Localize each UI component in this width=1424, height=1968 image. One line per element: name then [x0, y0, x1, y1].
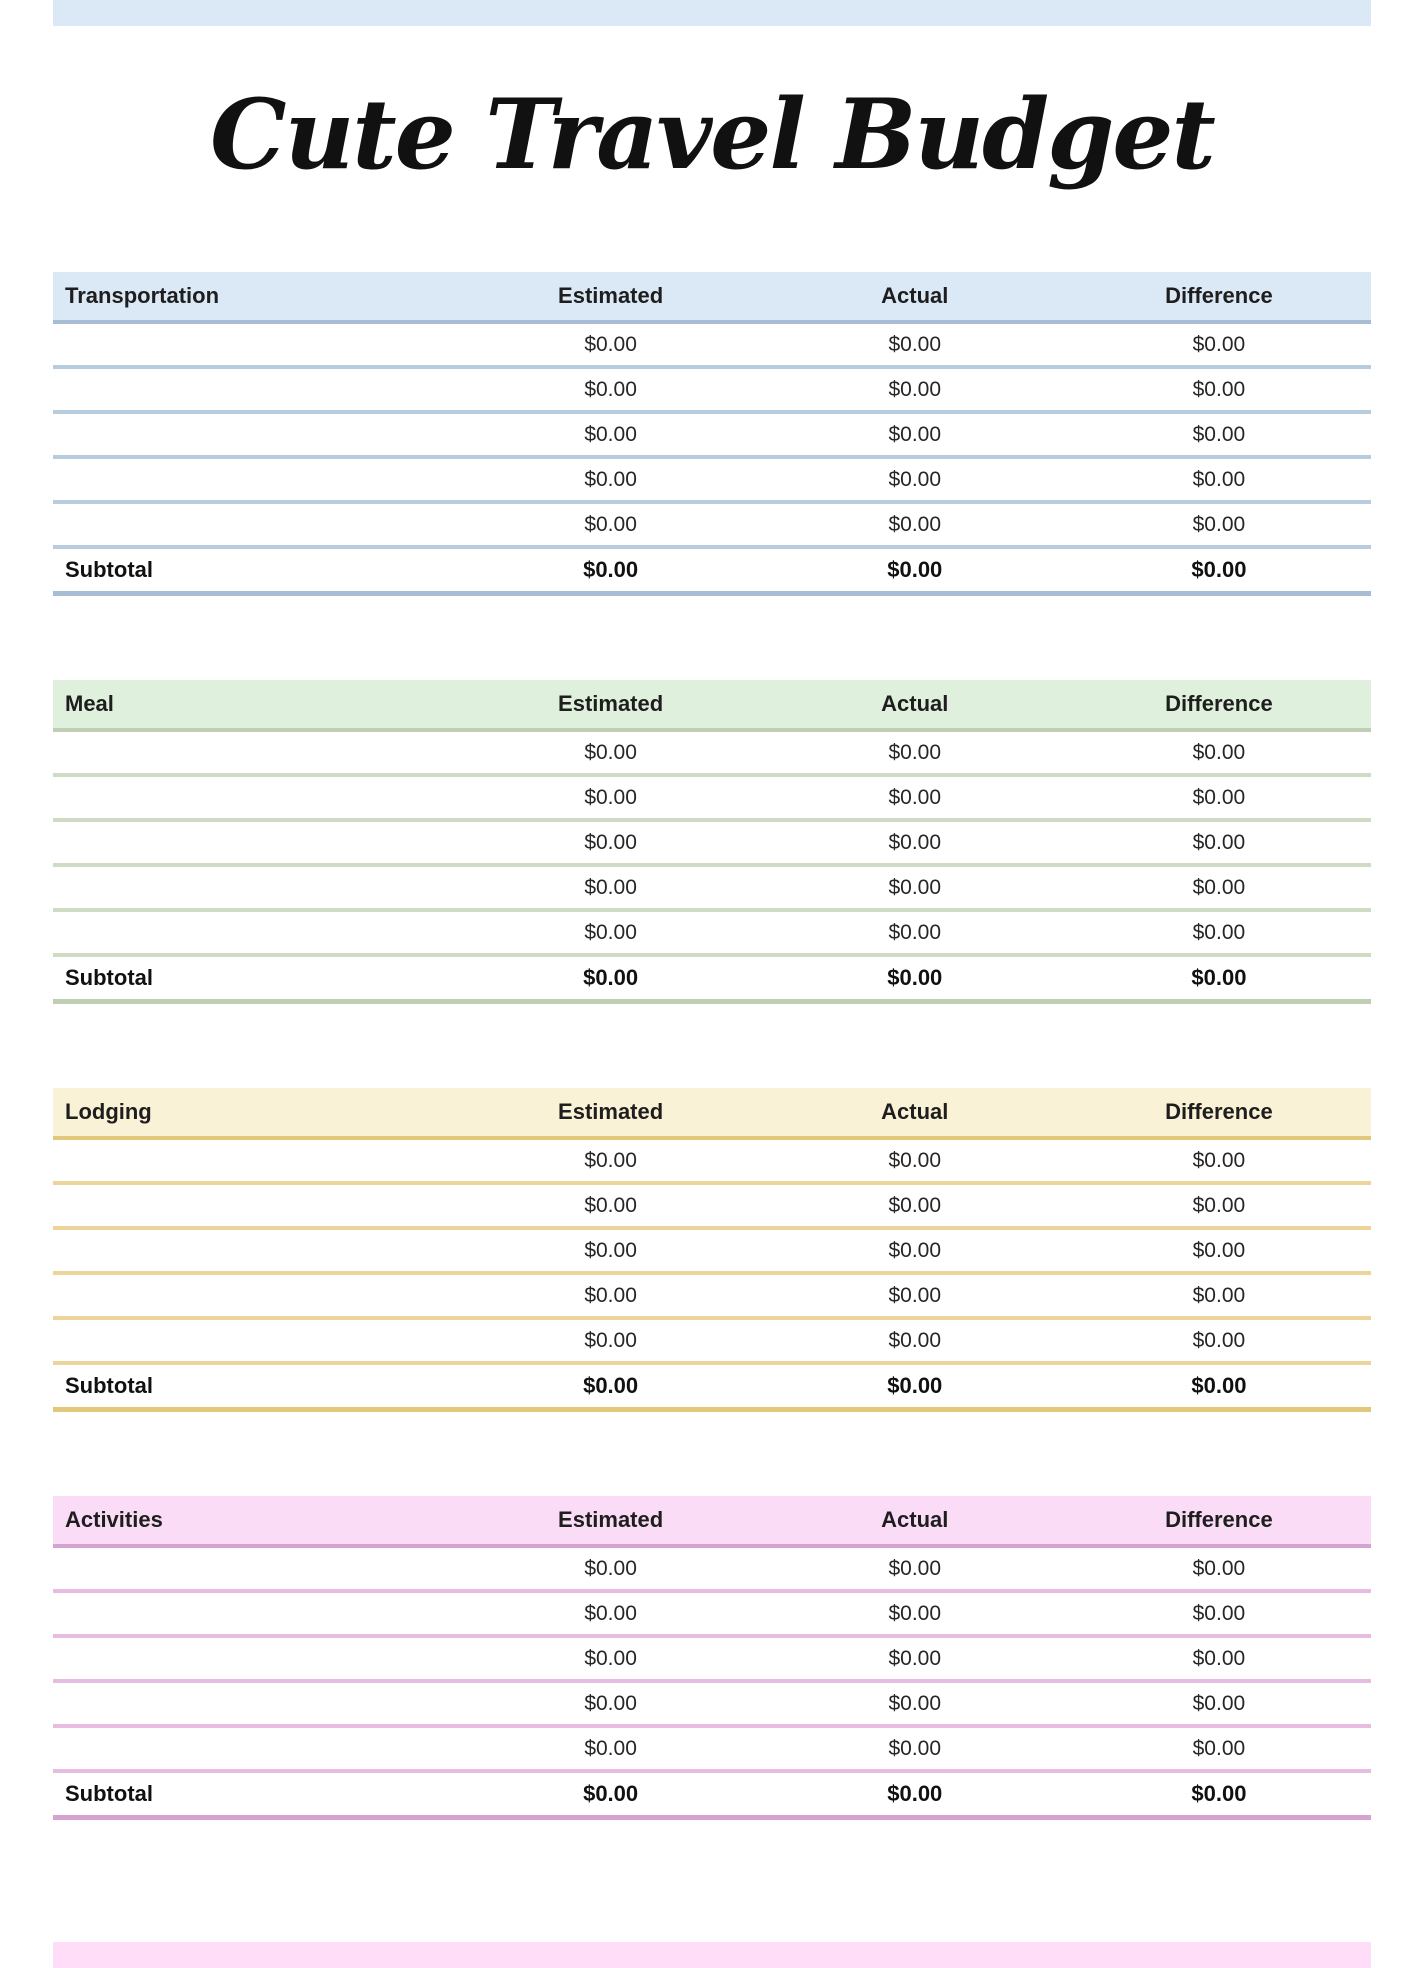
budget-tables	[53, 272, 1371, 1820]
column-header-actual: Actual	[881, 283, 949, 308]
column-header-estimated: Estimated	[558, 691, 664, 716]
amount-cell-difference[interactable]: $0.00	[1192, 377, 1246, 401]
subtotal-label: Subtotal	[65, 557, 153, 582]
amount-cell-difference[interactable]: $0.00	[1192, 1193, 1246, 1217]
amount-cell-estimated[interactable]: $0.00	[584, 1238, 637, 1262]
amount-cell-actual[interactable]: $0.00	[888, 920, 942, 944]
table-row	[53, 1140, 1371, 1185]
subtotal-row	[53, 549, 1371, 596]
section-header-row	[53, 1088, 1371, 1140]
amount-cell-difference[interactable]: $0.00	[1192, 422, 1246, 446]
amount-cell-actual[interactable]: $0.00	[888, 1283, 942, 1307]
column-header-estimated: Estimated	[558, 1507, 664, 1532]
amount-cell-actual[interactable]: $0.00	[888, 1148, 942, 1172]
section-header-row	[53, 1496, 1371, 1548]
table-row	[53, 1320, 1371, 1365]
amount-cell-estimated[interactable]: $0.00	[584, 512, 637, 536]
amount-cell-actual[interactable]: $0.00	[888, 1691, 942, 1715]
subtotal-value-difference: $0.00	[1191, 1781, 1247, 1806]
table-row	[53, 1185, 1371, 1230]
subtotal-label: Subtotal	[65, 965, 153, 990]
amount-cell-estimated[interactable]: $0.00	[584, 332, 637, 356]
page-title: Cute Travel Budget	[210, 78, 1214, 191]
table-row	[53, 414, 1371, 459]
amount-cell-estimated[interactable]: $0.00	[584, 467, 637, 491]
subtotal-value-estimated: $0.00	[583, 1373, 639, 1398]
subtotal-value-estimated: $0.00	[583, 965, 639, 990]
amount-cell-actual[interactable]: $0.00	[888, 740, 942, 764]
table-row	[53, 324, 1371, 369]
column-header-actual: Actual	[881, 1099, 949, 1124]
amount-cell-actual[interactable]: $0.00	[888, 785, 942, 809]
amount-cell-estimated[interactable]: $0.00	[584, 920, 637, 944]
column-header-estimated: Estimated	[558, 283, 664, 308]
amount-cell-difference[interactable]: $0.00	[1192, 1283, 1246, 1307]
table-row	[53, 1728, 1371, 1773]
top-accent-bar	[53, 0, 1371, 26]
column-header-difference: Difference	[1165, 1507, 1273, 1532]
column-header-difference: Difference	[1165, 1099, 1273, 1124]
table-row	[53, 912, 1371, 957]
subtotal-row	[53, 1773, 1371, 1820]
amount-cell-difference[interactable]: $0.00	[1192, 332, 1246, 356]
amount-cell-estimated[interactable]: $0.00	[584, 1328, 637, 1352]
section-name-label: Transportation	[65, 283, 220, 308]
amount-cell-estimated[interactable]: $0.00	[584, 1736, 637, 1760]
amount-cell-estimated[interactable]: $0.00	[584, 1283, 637, 1307]
amount-cell-difference[interactable]: $0.00	[1192, 1556, 1246, 1580]
amount-cell-estimated[interactable]: $0.00	[584, 1148, 637, 1172]
amount-cell-estimated[interactable]: $0.00	[584, 875, 637, 899]
section-name-label: Meal	[65, 691, 114, 716]
amount-cell-difference[interactable]: $0.00	[1192, 1736, 1246, 1760]
table-row	[53, 822, 1371, 867]
amount-cell-difference[interactable]: $0.00	[1192, 740, 1246, 764]
table-row	[53, 1593, 1371, 1638]
amount-cell-estimated[interactable]: $0.00	[584, 830, 637, 854]
amount-cell-difference[interactable]: $0.00	[1192, 467, 1246, 491]
amount-cell-actual[interactable]: $0.00	[888, 422, 942, 446]
table-row	[53, 1230, 1371, 1275]
amount-cell-actual[interactable]: $0.00	[888, 1238, 942, 1262]
amount-cell-actual[interactable]: $0.00	[888, 1601, 942, 1625]
column-header-estimated: Estimated	[558, 1099, 664, 1124]
amount-cell-difference[interactable]: $0.00	[1192, 785, 1246, 809]
subtotal-value-actual: $0.00	[887, 965, 943, 990]
amount-cell-difference[interactable]: $0.00	[1192, 1148, 1246, 1172]
amount-cell-actual[interactable]: $0.00	[888, 830, 942, 854]
table-row	[53, 867, 1371, 912]
amount-cell-actual[interactable]: $0.00	[888, 1646, 942, 1670]
subtotal-value-difference: $0.00	[1191, 965, 1247, 990]
section-header-row	[53, 272, 1371, 324]
bottom-accent-bar	[53, 1942, 1371, 1968]
subtotal-value-estimated: $0.00	[583, 1781, 639, 1806]
table-row	[53, 1683, 1371, 1728]
subtotal-value-actual: $0.00	[887, 557, 943, 582]
amount-cell-difference[interactable]: $0.00	[1192, 1328, 1246, 1352]
budget-table-activities	[53, 1496, 1371, 1820]
subtotal-label: Subtotal	[65, 1781, 153, 1806]
budget-table-lodging	[53, 1088, 1371, 1412]
amount-cell-estimated[interactable]: $0.00	[584, 422, 637, 446]
amount-cell-estimated[interactable]: $0.00	[584, 1556, 637, 1580]
page-content	[53, 25, 1371, 1904]
amount-cell-estimated[interactable]: $0.00	[584, 1646, 637, 1670]
amount-cell-actual[interactable]: $0.00	[888, 1328, 942, 1352]
amount-cell-estimated[interactable]: $0.00	[584, 785, 637, 809]
amount-cell-actual[interactable]: $0.00	[888, 332, 942, 356]
table-row	[53, 369, 1371, 414]
amount-cell-difference[interactable]: $0.00	[1192, 1601, 1246, 1625]
table-row	[53, 504, 1371, 549]
amount-cell-difference[interactable]: $0.00	[1192, 1691, 1246, 1715]
amount-cell-difference[interactable]: $0.00	[1192, 1238, 1246, 1262]
amount-cell-estimated[interactable]: $0.00	[584, 1193, 637, 1217]
amount-cell-actual[interactable]: $0.00	[888, 1736, 942, 1760]
amount-cell-estimated[interactable]: $0.00	[584, 377, 637, 401]
amount-cell-actual[interactable]: $0.00	[888, 1193, 942, 1217]
section-name-label: Lodging	[65, 1099, 152, 1124]
subtotal-value-difference: $0.00	[1191, 1373, 1247, 1398]
column-header-actual: Actual	[881, 1507, 949, 1532]
table-row	[53, 1275, 1371, 1320]
amount-cell-difference[interactable]: $0.00	[1192, 920, 1246, 944]
budget-table-transportation	[53, 272, 1371, 596]
table-row	[53, 459, 1371, 504]
subtotal-row	[53, 1365, 1371, 1412]
subtotal-value-estimated: $0.00	[583, 557, 639, 582]
section-header-row	[53, 680, 1371, 732]
amount-cell-difference[interactable]: $0.00	[1192, 1646, 1246, 1670]
amount-cell-actual[interactable]: $0.00	[888, 1556, 942, 1580]
column-header-difference: Difference	[1165, 691, 1273, 716]
budget-table-meal	[53, 680, 1371, 1004]
table-row	[53, 1638, 1371, 1683]
amount-cell-actual[interactable]: $0.00	[888, 467, 942, 491]
amount-cell-difference[interactable]: $0.00	[1192, 875, 1246, 899]
column-header-difference: Difference	[1165, 283, 1273, 308]
table-row	[53, 732, 1371, 777]
amount-cell-estimated[interactable]: $0.00	[584, 1601, 637, 1625]
amount-cell-actual[interactable]: $0.00	[888, 377, 942, 401]
table-row	[53, 777, 1371, 822]
subtotal-value-actual: $0.00	[887, 1373, 943, 1398]
subtotal-value-actual: $0.00	[887, 1781, 943, 1806]
amount-cell-actual[interactable]: $0.00	[888, 875, 942, 899]
table-row	[53, 1548, 1371, 1593]
subtotal-row	[53, 957, 1371, 1004]
amount-cell-difference[interactable]: $0.00	[1192, 830, 1246, 854]
amount-cell-estimated[interactable]: $0.00	[584, 1691, 637, 1715]
column-header-actual: Actual	[881, 691, 949, 716]
amount-cell-actual[interactable]: $0.00	[888, 512, 942, 536]
amount-cell-difference[interactable]: $0.00	[1192, 512, 1246, 536]
amount-cell-estimated[interactable]: $0.00	[584, 740, 637, 764]
title-block	[53, 25, 1371, 272]
section-name-label: Activities	[65, 1507, 163, 1532]
subtotal-label: Subtotal	[65, 1373, 153, 1398]
subtotal-value-difference: $0.00	[1191, 557, 1247, 582]
